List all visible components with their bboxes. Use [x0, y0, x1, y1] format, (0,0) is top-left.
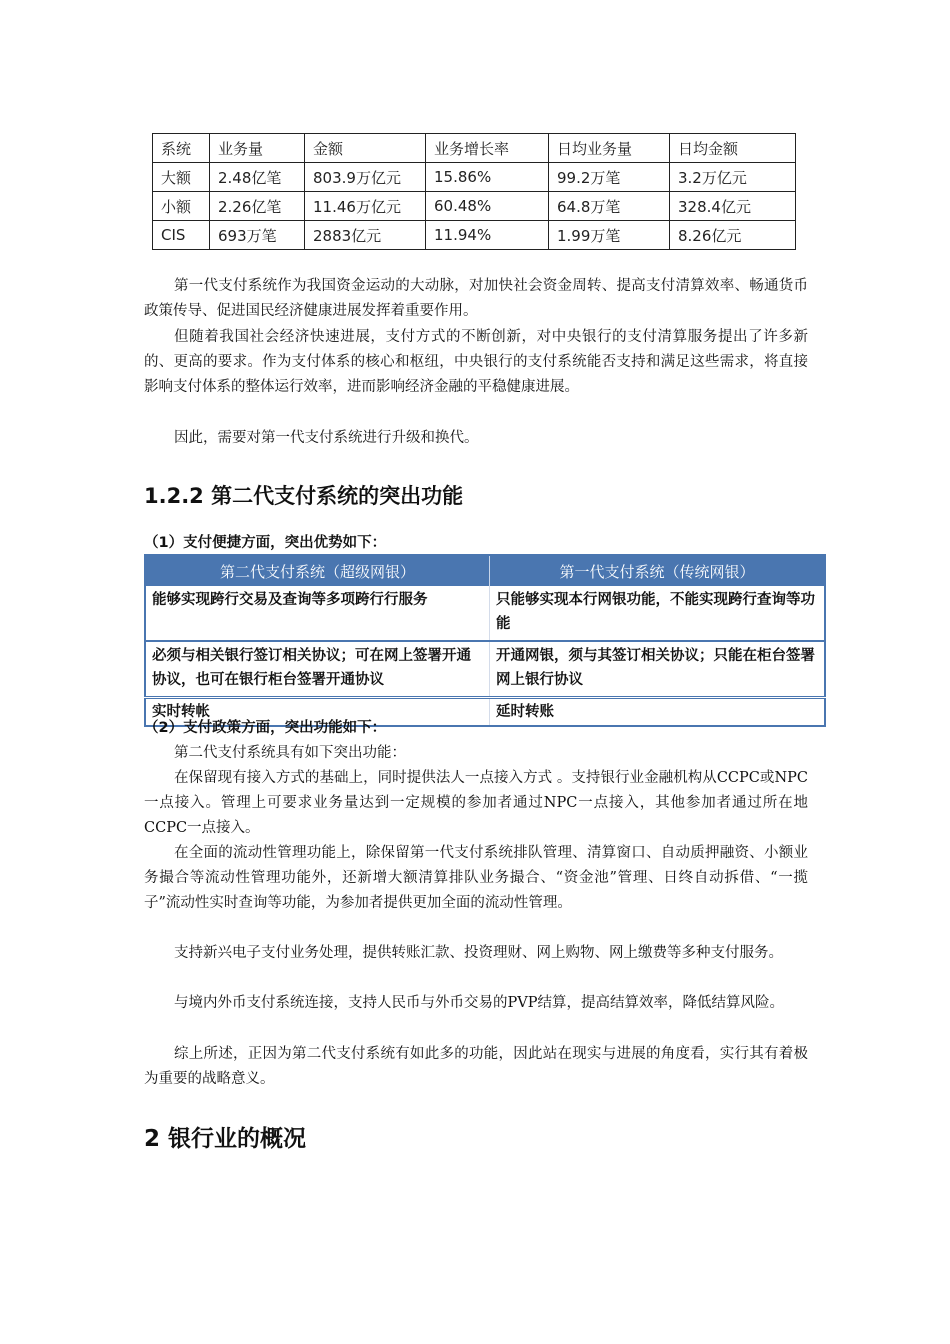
table-header-cell: 日均金额	[670, 134, 796, 163]
table-header-row	[153, 134, 796, 163]
table-header-row	[145, 555, 825, 586]
table-cell: 延时转账	[490, 698, 826, 727]
table-cell: 11.94%	[426, 221, 549, 250]
table-header-cell: 系统	[153, 134, 210, 163]
table-cell: CIS	[153, 221, 210, 250]
table-header-cell: 业务增长率	[426, 134, 549, 163]
section-heading: 2 银行业的概况	[144, 1126, 307, 1152]
table-cell: 能够实现跨行交易及查询等多项跨行行服务	[145, 586, 490, 641]
body-paragraph: 在保留现有接入方式的基础上，同时提供法人一点接入方式 。支持银行业金融机构从CCPC或NPC一点接入。管理上可要求业务量达到一定规模的参加者通过NPC一点接入，其他参加者通过所在地CCPC一点接入。	[144, 770, 808, 836]
body-paragraph: 综上所述，正因为第二代支付系统有如此多的功能，因此站在现实与进展的角度看，实行其有着极为重要的战略意义。	[144, 1046, 808, 1087]
table-cell: 1.99万笔	[549, 221, 670, 250]
table-row	[153, 163, 796, 192]
table-cell: 实时转帐	[145, 698, 490, 727]
table-cell: 只能够实现本行网银功能，不能实现跨行查询等功能	[490, 586, 826, 641]
table-cell: 必须与相关银行签订相关协议；可在网上签署开通协议，也可在银行柜台签署开通协议	[145, 641, 490, 698]
table-cell: 2.48亿笔	[210, 163, 305, 192]
comparison-table	[144, 554, 826, 727]
table-header-cell: 第一代支付系统（传统网银）	[490, 555, 826, 586]
section-heading: 1.2.2 第二代支付系统的突出功能	[144, 484, 464, 508]
table-cell: 2.26亿笔	[210, 192, 305, 221]
table-cell: 803.9万亿元	[305, 163, 426, 192]
body-paragraph: 在全面的流动性管理功能上，除保留第一代支付系统排队管理、清算窗口、自动质押融资、小额业务撮合等流动性管理功能外，还新增大额清算排队业务撮合、“资金池”管理、日终自动拆借、“一揽子”流动性实时查询等功能，为参加者提供更加全面的流动性管理。	[144, 845, 808, 911]
table-cell: 15.86%	[426, 163, 549, 192]
table-row	[153, 221, 796, 250]
table-cell: 2883亿元	[305, 221, 426, 250]
body-paragraph: 第一代支付系统作为我国资金运动的大动脉，对加快社会资金周转、提高支付清算效率、畅通货币政策传导、促进国民经济健康进展发挥着重要作用。	[144, 278, 808, 319]
table-row	[153, 192, 796, 221]
table-header-cell: 日均业务量	[549, 134, 670, 163]
body-paragraph: 因此，需要对第一代支付系统进行升级和换代。	[174, 430, 479, 446]
table-cell: 小额	[153, 192, 210, 221]
body-paragraph: 与境内外币支付系统连接，支持人民币与外币交易的PVP结算，提高结算效率，降低结算风险。	[174, 995, 784, 1011]
subsection-label: （1）支付便捷方面，突出优势如下：	[144, 535, 387, 551]
table-header-cell: 金额	[305, 134, 426, 163]
body-paragraph: 支持新兴电子支付业务处理，提供转账汇款、投资理财、网上购物、网上缴费等多种支付服务。	[174, 945, 783, 961]
table-cell: 11.46万亿元	[305, 192, 426, 221]
table-cell: 328.4亿元	[670, 192, 796, 221]
subsection-label: （2）支付政策方面，突出功能如下：	[144, 720, 387, 736]
payment-stats-table	[152, 133, 796, 250]
table-row	[145, 641, 825, 698]
table-cell: 693万笔	[210, 221, 305, 250]
table-cell: 3.2万亿元	[670, 163, 796, 192]
table-row	[145, 586, 825, 641]
body-paragraph: 但随着我国社会经济快速进展，支付方式的不断创新，对中央银行的支付清算服务提出了许多新的、更高的要求。作为支付体系的核心和枢纽，中央银行的支付系统能否支持和满足这些需求，将直接影响支付体系的整体运行效率，进而影响经济金融的平稳健康进展。	[144, 329, 808, 395]
table-cell: 8.26亿元	[670, 221, 796, 250]
table-cell: 99.2万笔	[549, 163, 670, 192]
table-header-cell: 业务量	[210, 134, 305, 163]
table-header-cell: 第二代支付系统（超级网银）	[145, 555, 490, 586]
table-cell: 64.8万笔	[549, 192, 670, 221]
table-cell: 大额	[153, 163, 210, 192]
table-cell: 60.48%	[426, 192, 549, 221]
body-paragraph: 第二代支付系统具有如下突出功能：	[174, 745, 406, 761]
table-cell: 开通网银，须与其签订相关协议；只能在柜台签署网上银行协议	[490, 641, 826, 698]
